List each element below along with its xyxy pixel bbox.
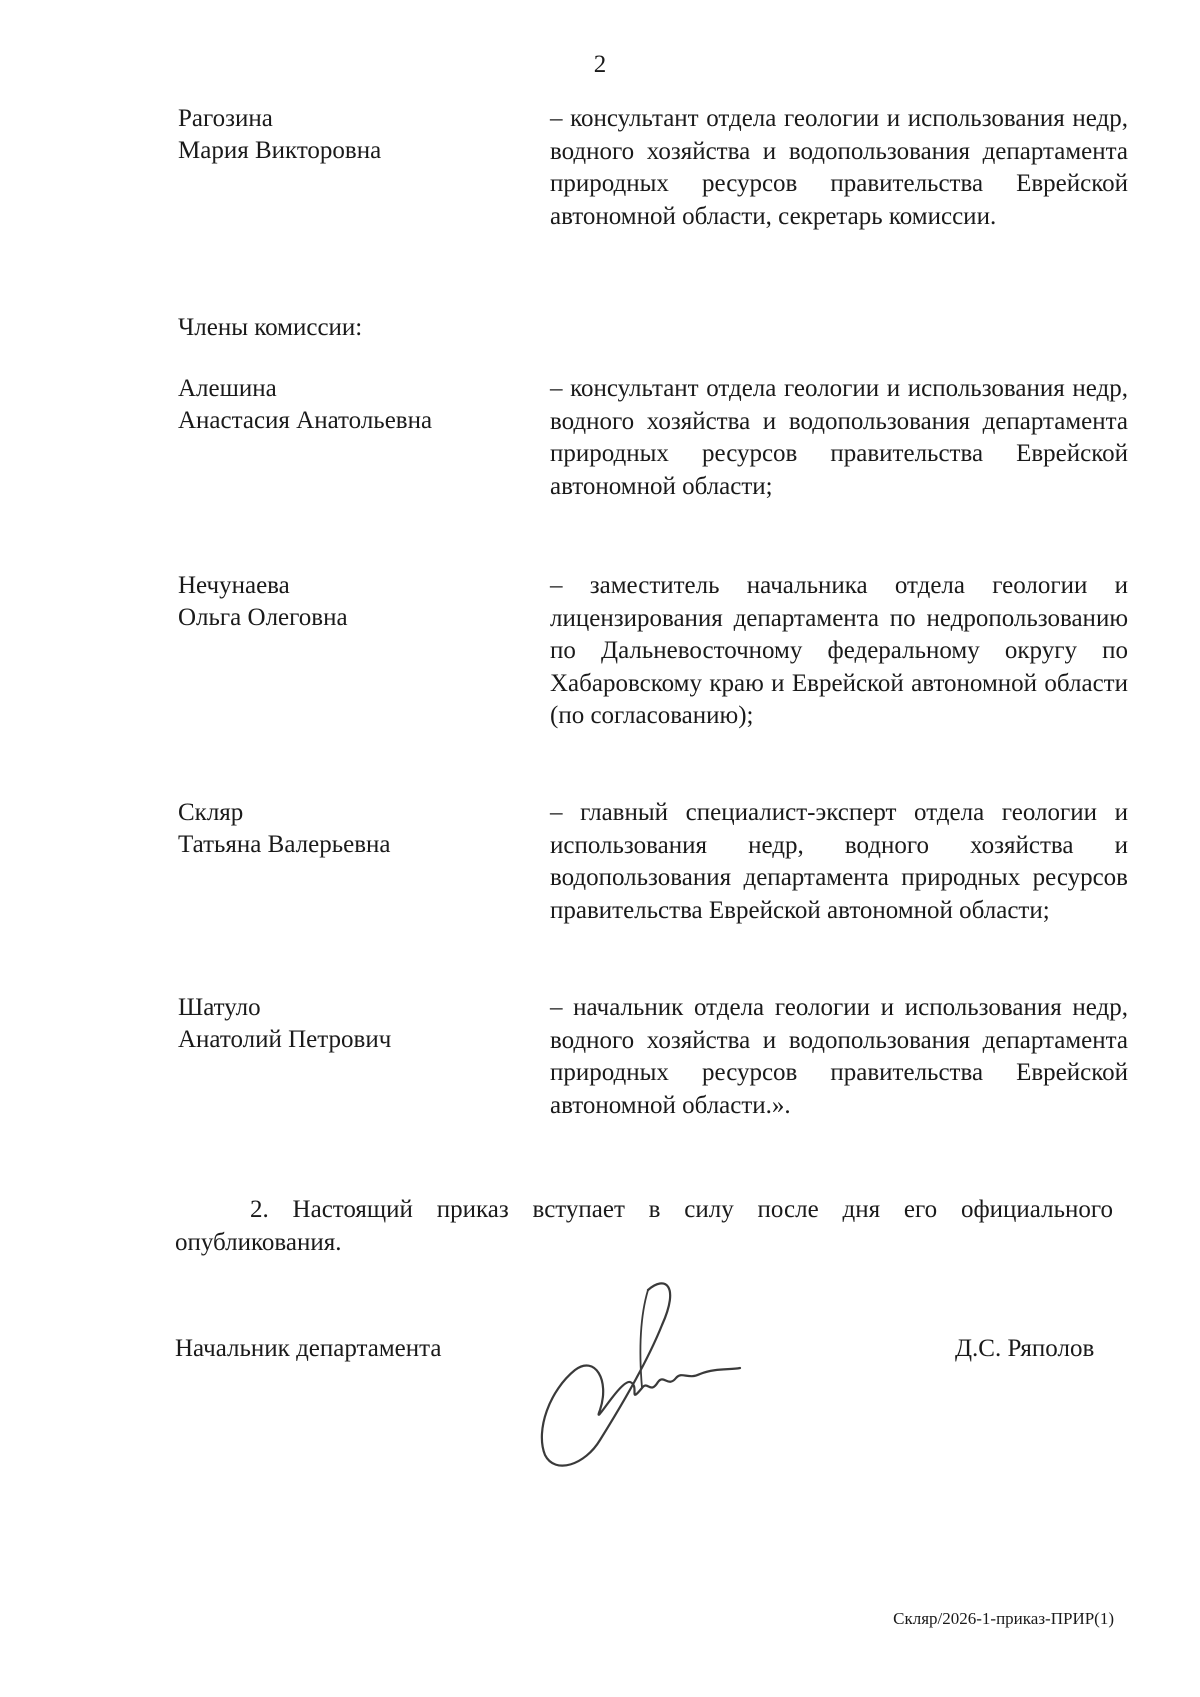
document-code: Скляр/2026-1-приказ-ПРИР(1): [893, 1609, 1114, 1628]
person-name: [178, 570, 538, 634]
person-role: – начальник отдела геологии и использования недр, водного хозяйства и водопользования департамента природных ресурсов правительства Еврейской автономной области.».: [550, 994, 1128, 1119]
person-name: [178, 992, 538, 1056]
person-name: [178, 103, 538, 167]
person-surname: Рагозина: [178, 105, 273, 132]
person-surname: Скляр: [178, 799, 244, 826]
signatory-name: Д.С. Ряполов: [955, 1335, 1095, 1362]
person-surname: Алешина: [178, 375, 277, 402]
person-given-names: Мария Викторовна: [178, 137, 382, 164]
clause-2-effective-date: 2. Настоящий приказ вступает в силу после дня его официального опубликования.: [175, 1196, 1113, 1256]
handwritten-signature: [530, 1270, 750, 1480]
person-surname: Нечунаева: [178, 572, 290, 599]
person-role: – заместитель начальника отдела геологии и лицензирования департамента по недропользованию по Дальневосточному федеральному округу по Хабаровскому краю и Еврейской автономной области (по согласованию);: [550, 572, 1128, 729]
person-name: [178, 797, 538, 861]
person-role: – консультант отдела геологии и использования недр, водного хозяйства и водопользования департамента природных ресурсов правительства Еврейской автономной области, секретарь комиссии.: [550, 105, 1128, 230]
person-role: – главный специалист-эксперт отдела геологии и использования недр, водного хозяйства и водопользования департамента природных ресурсов правительства Еврейской автономной области;: [550, 799, 1128, 924]
person-name: [178, 373, 538, 437]
person-given-names: Анатолий Петрович: [178, 1026, 392, 1053]
members-heading: Члены комиссии:: [178, 314, 363, 341]
signatory-title: Начальник департамента: [175, 1335, 442, 1362]
person-role: – консультант отдела геологии и использования недр, водного хозяйства и водопользования департамента природных ресурсов правительства Еврейской автономной области;: [550, 375, 1128, 500]
person-surname: Шатуло: [178, 994, 261, 1021]
person-given-names: Анастасия Анатольевна: [178, 407, 433, 434]
person-given-names: Татьяна Валерьевна: [178, 831, 391, 858]
page-number: 2: [593, 51, 607, 78]
person-given-names: Ольга Олеговна: [178, 604, 348, 631]
